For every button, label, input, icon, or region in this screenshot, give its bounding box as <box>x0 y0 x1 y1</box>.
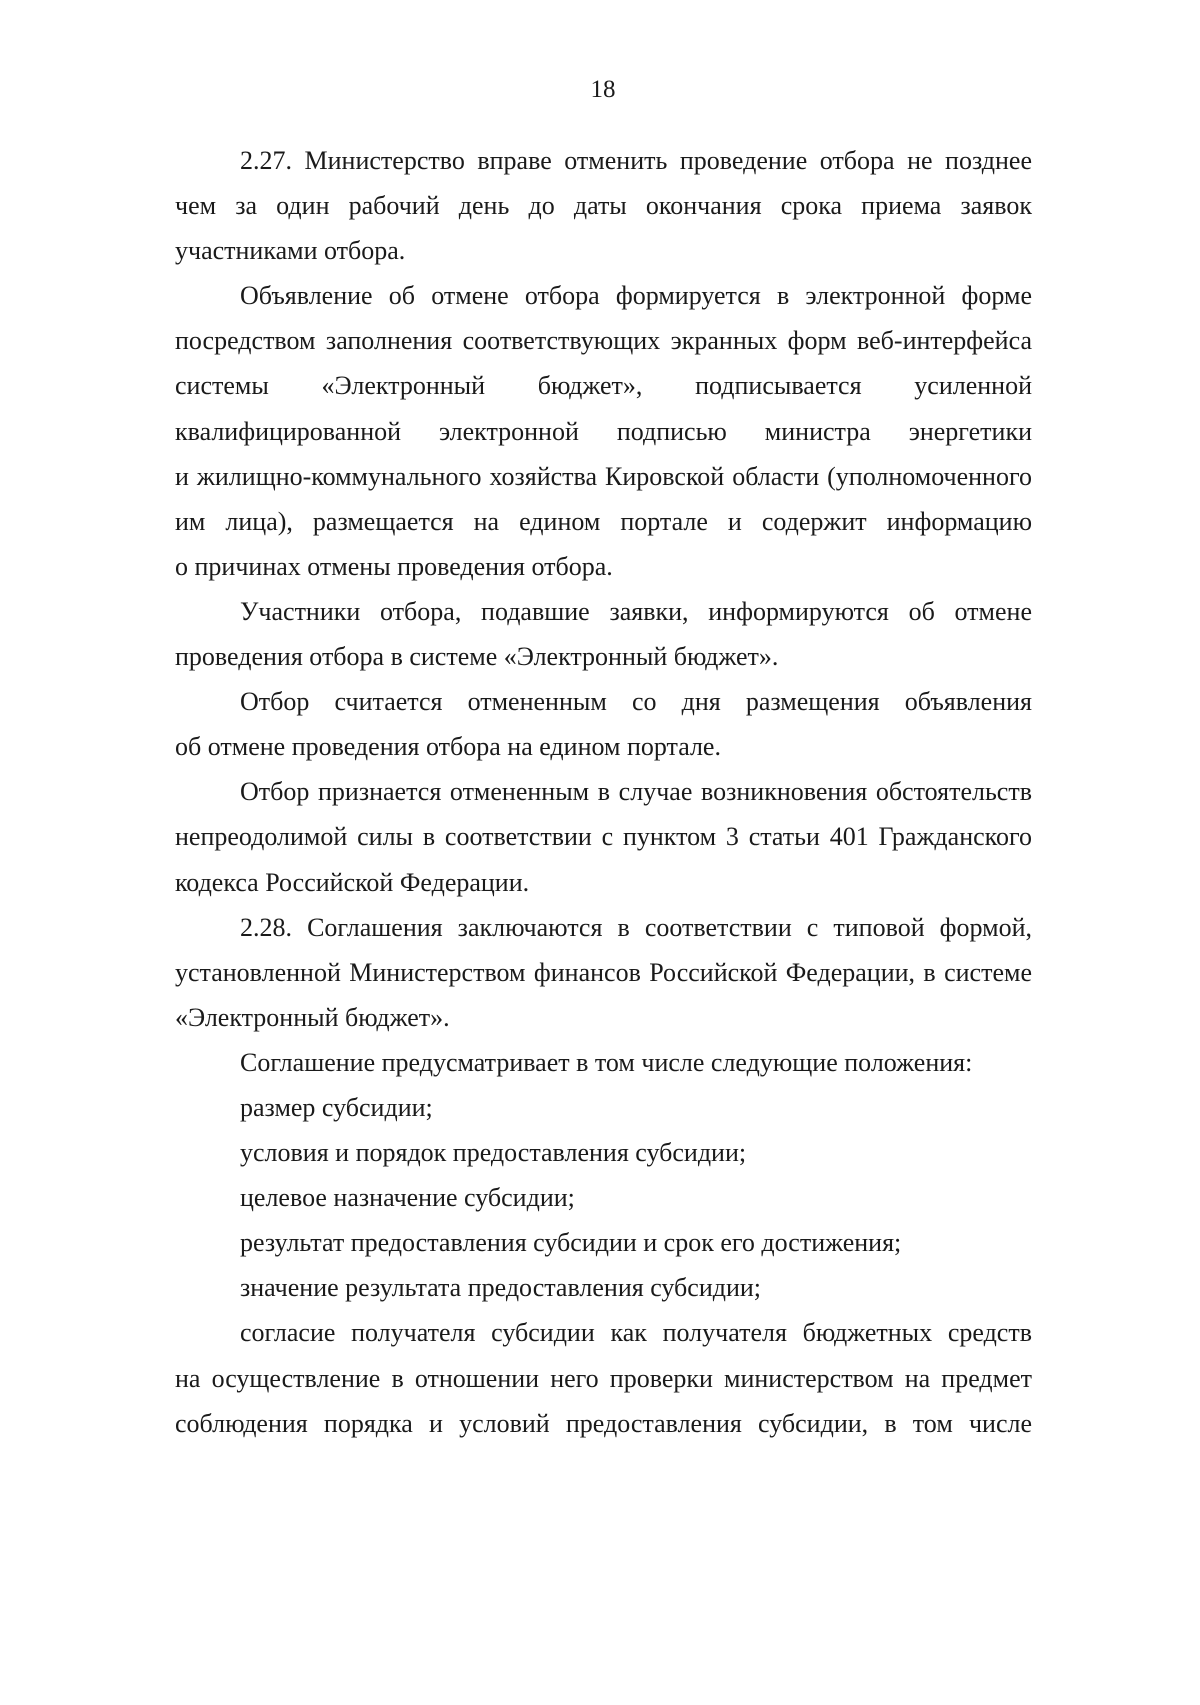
text-line: 2.27. Министерство вправе отменить проведение отбора не позднее <box>240 146 1032 175</box>
paragraph <box>175 273 1032 589</box>
text-line: 2.28. Соглашения заключаются в соответствии с типовой формой, <box>240 912 1032 942</box>
text-line: «Электронный бюджет». <box>175 1002 450 1032</box>
text-line: об отмене проведения отбора на едином портале. <box>175 732 721 762</box>
text-line: согласие получателя субсидии как получателя бюджетных средств <box>240 1318 1032 1348</box>
text-line: условия и порядок предоставления субсидии; <box>240 1138 747 1168</box>
paragraph <box>175 1175 1032 1220</box>
text-line: квалифицированной электронной подписью министра энергетики <box>175 416 1032 446</box>
text-line: им лица), размещается на едином портале и содержит информацию <box>175 506 1032 536</box>
text-line: Отбор считается отмененным со дня размещения объявления <box>240 687 1032 717</box>
text-line: участниками отбора. <box>175 236 406 266</box>
text-line: посредством заполнения соответствующих экранных форм веб-интерфейса <box>175 326 1032 356</box>
text-line: чем за один рабочий день до даты окончания срока приема заявок <box>175 191 1032 221</box>
text-line: непреодолимой силы в соответствии с пунктом 3 статьи 401 Гражданского <box>175 822 1032 852</box>
paragraph <box>175 1220 1032 1265</box>
text-line: Соглашение предусматривает в том числе следующие положения: <box>240 1047 973 1077</box>
text-line: размер субсидии; <box>240 1092 433 1122</box>
paragraph <box>175 769 1032 904</box>
paragraph <box>175 1085 1032 1130</box>
paragraph <box>175 679 1032 769</box>
text-line: соблюдения порядка и условий предоставления субсидии, в том числе <box>175 1408 1032 1438</box>
text-line: установленной Министерством финансов Российской Федерации, в системе <box>175 957 1032 987</box>
paragraph <box>175 905 1032 1040</box>
paragraph <box>175 589 1032 679</box>
paragraph <box>175 1130 1032 1175</box>
page-number <box>0 76 1200 104</box>
document-body <box>175 138 1032 1446</box>
text-line: результат предоставления субсидии и срок его достижения; <box>240 1228 902 1258</box>
text-line: Отбор признается отмененным в случае возникновения обстоятельств <box>240 777 1032 807</box>
paragraph <box>175 1265 1032 1310</box>
text-line: Участники отбора, подавшие заявки, информируются об отмене <box>240 596 1032 626</box>
text-line: значение результата предоставления субсидии; <box>240 1273 762 1303</box>
text-line: на осуществление в отношении него проверки министерством на предмет <box>175 1363 1032 1393</box>
text-line: и жилищно-коммунального хозяйства Кировской области (уполномоченного <box>175 461 1032 491</box>
text-line: Объявление об отмене отбора формируется в электронной форме <box>240 281 1032 311</box>
page-number-text: 18 <box>590 76 616 103</box>
text-line: кодекса Российской Федерации. <box>175 867 530 897</box>
text-line: системы «Электронный бюджет», подписывается усиленной <box>175 371 1032 401</box>
paragraph <box>175 1310 1032 1445</box>
paragraph <box>175 1040 1032 1085</box>
text-line: целевое назначение субсидии; <box>240 1183 575 1213</box>
paragraph <box>175 138 1032 273</box>
text-line: о причинах отмены проведения отбора. <box>175 551 613 581</box>
text-line: проведения отбора в системе «Электронный бюджет». <box>175 642 779 672</box>
